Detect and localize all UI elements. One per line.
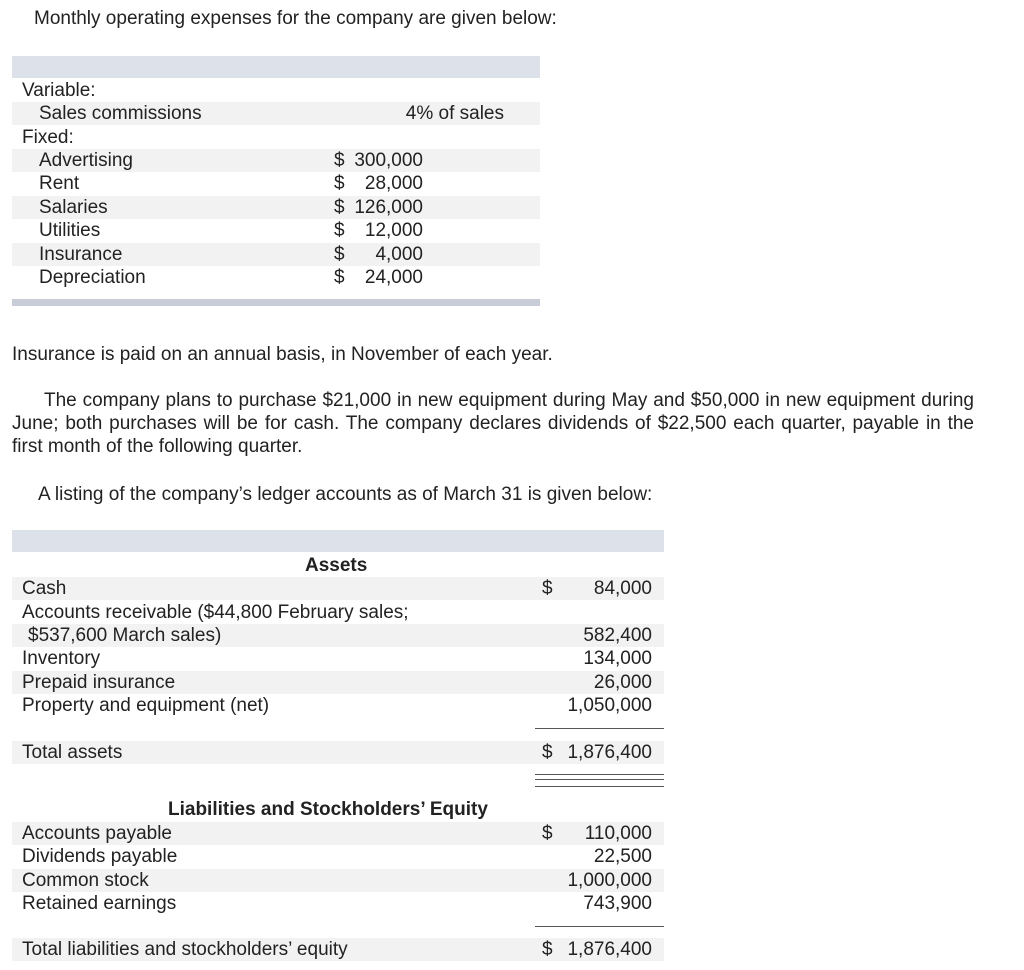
expense-label: Utilities [39, 220, 101, 241]
dollar-sign: $ [542, 742, 553, 763]
ledger-label: Retained earnings [22, 893, 177, 914]
insurance-note: Insurance is paid on an annual basis, in November of each year. [12, 344, 553, 365]
expense-row-salaries [12, 196, 540, 219]
dollar-sign: $ [334, 267, 345, 288]
expense-amount: 300,000 [354, 150, 423, 171]
ledger-row-total-assets [12, 741, 664, 764]
liabilities-title: Liabilities and Stockholders’ Equity [168, 799, 488, 820]
total-double-rule [535, 774, 664, 780]
expense-label: Rent [39, 173, 80, 194]
ledger-label: Common stock [22, 870, 149, 891]
ledger-amount: 1,876,400 [567, 939, 652, 960]
liabilities-title-row [12, 798, 664, 821]
ledger-amount: 743,900 [583, 893, 652, 914]
expense-amount: 12,000 [364, 220, 423, 241]
fixed-header-row [12, 126, 540, 149]
fixed-header: Fixed: [22, 127, 74, 148]
ledger-row-ar-line2 [12, 624, 664, 647]
ledger-amount: 22,500 [593, 846, 652, 867]
ledger-intro: A listing of the company’s ledger accounts as of March 31 is given below: [38, 484, 653, 505]
expense-amount: 126,000 [354, 197, 423, 218]
variable-header: Variable: [22, 80, 96, 101]
ledger-amount: 582,400 [583, 625, 652, 646]
ledger-amount: 1,876,400 [567, 742, 652, 763]
ledger-row-accounts-payable [12, 822, 664, 845]
ledger-row-retained-earnings [12, 892, 664, 915]
expense-label: Salaries [39, 197, 108, 218]
ledger-row-dividends-payable [12, 845, 664, 868]
ledger-header-band [12, 530, 664, 552]
ledger-label: Inventory [22, 648, 101, 669]
dollar-sign: $ [334, 173, 345, 194]
ledger-label: $537,600 March sales) [28, 625, 222, 646]
section-rule [535, 786, 664, 787]
dollar-sign: $ [334, 220, 345, 241]
expense-row-utilities [12, 219, 540, 242]
ledger-row-cash [12, 577, 664, 600]
expense-row-sales-commissions [12, 102, 540, 125]
ledger-label: Cash [22, 578, 67, 599]
subtotal-rule-2 [535, 926, 664, 927]
ledger-label: Accounts receivable ($44,800 February sales; [22, 602, 409, 623]
ledger-amount: 1,000,000 [567, 870, 652, 891]
expense-label: Sales commissions [39, 103, 202, 124]
expense-row-depreciation [12, 266, 540, 289]
ledger-amount: 1,050,000 [567, 695, 652, 716]
dollar-sign: $ [334, 197, 345, 218]
assets-title: Assets [305, 555, 368, 576]
ledger-row-ar-line1 [12, 601, 664, 624]
equipment-note: The company plans to purchase $21,000 in new equipment during May and $50,000 in new equipment during June; both purchases will be for cash. The company declares dividends of $22,500 each quarter, payable in the first month of the following quarter. [12, 390, 974, 457]
expense-row-rent [12, 172, 540, 195]
ledger-row-common-stock [12, 869, 664, 892]
dollar-sign: $ [542, 823, 553, 844]
dollar-sign: $ [542, 939, 553, 960]
dollar-sign: $ [542, 578, 553, 599]
ledger-row-prepaid [12, 671, 664, 694]
expense-label: Depreciation [39, 267, 146, 288]
ledger-amount: 26,000 [593, 672, 652, 693]
variable-header-row [12, 79, 540, 102]
expense-label: Advertising [39, 150, 133, 171]
ledger-row-property [12, 694, 664, 717]
ledger-label: Total liabilities and stockholders’ equity [22, 939, 348, 960]
expense-value: 4% of sales [405, 103, 504, 124]
ledger-amount: 84,000 [593, 578, 652, 599]
ledger-label: Total assets [22, 742, 123, 763]
expense-amount: 4,000 [375, 244, 423, 265]
intro-text: Monthly operating expenses for the company are given below: [34, 8, 557, 29]
ledger-label: Prepaid insurance [22, 672, 176, 693]
ledger-label: Dividends payable [22, 846, 178, 867]
expense-amount: 24,000 [364, 267, 423, 288]
expenses-bottom-rule [12, 299, 540, 306]
expense-label: Insurance [39, 244, 123, 265]
ledger-amount: 110,000 [584, 823, 652, 844]
expenses-header-band [12, 56, 540, 78]
dollar-sign: $ [334, 244, 345, 265]
ledger-label: Property and equipment (net) [22, 695, 270, 716]
expense-row-advertising [12, 149, 540, 172]
ledger-row-inventory [12, 647, 664, 670]
assets-title-row [12, 554, 664, 577]
ledger-amount: 134,000 [583, 648, 652, 669]
expense-amount: 28,000 [364, 173, 423, 194]
subtotal-rule [535, 728, 664, 729]
ledger-row-total-liabilities [12, 938, 664, 961]
dollar-sign: $ [334, 150, 345, 171]
ledger-label: Accounts payable [22, 823, 172, 844]
expense-row-insurance [12, 243, 540, 266]
